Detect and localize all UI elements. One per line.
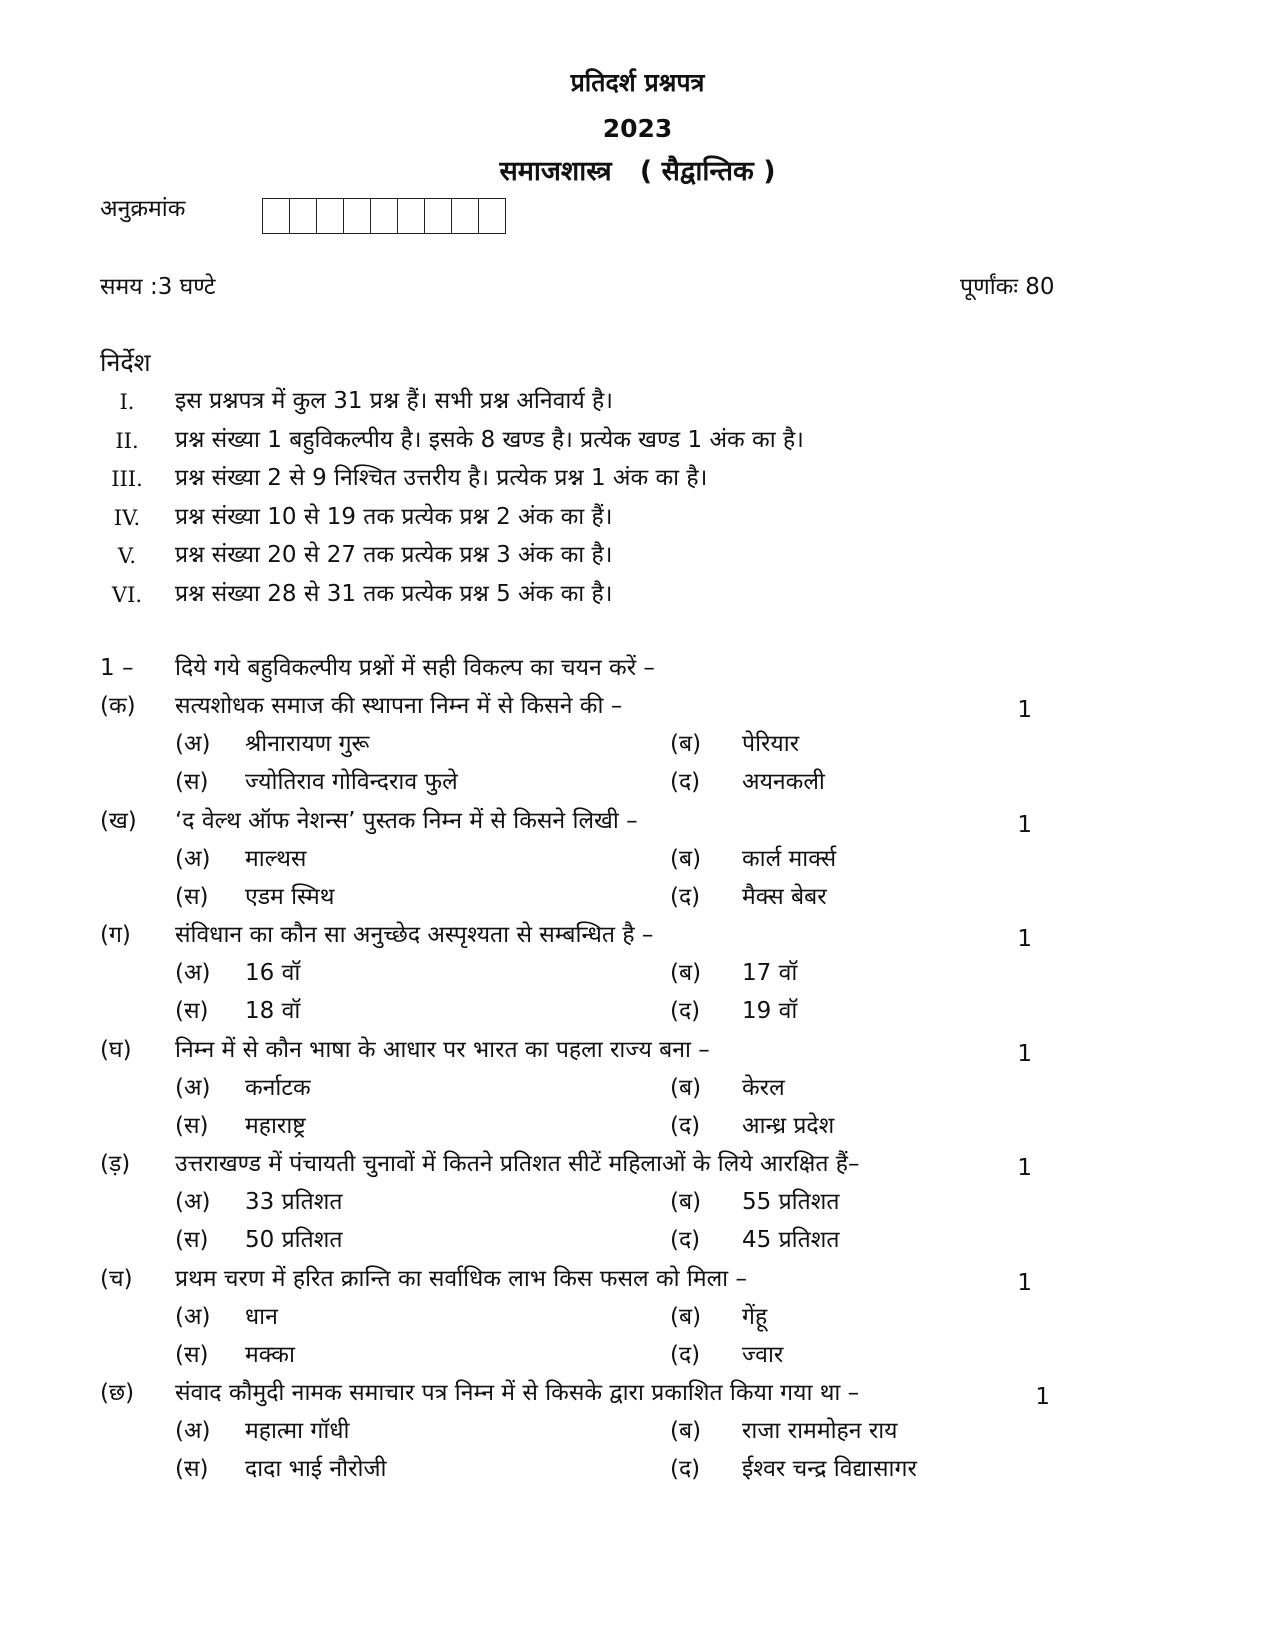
instruction-text: प्रश्न संख्या 2 से 9 निश्चित उत्तरीय है। प्रत्येक प्रश्न 1 अंक का है। [175, 465, 708, 491]
part-marks: 1 [1017, 811, 1032, 838]
option-text: अयनकली [742, 769, 825, 795]
option-text: 18 वॉ [245, 998, 301, 1024]
part-label: (घ) [100, 1036, 132, 1063]
option-label: (द) [670, 1227, 701, 1253]
option-label: (अ) [175, 1189, 211, 1215]
subject-type: ( सैद्वान्तिक ) [639, 156, 776, 187]
instruction-number: IV. [113, 505, 141, 530]
option-text: दादा भाई नौरोजी [245, 1456, 387, 1482]
paper-title: प्रतिदर्श प्रश्नपत्र [570, 68, 705, 97]
option-label: (ब) [670, 1074, 702, 1101]
option-label: (अ) [175, 731, 211, 757]
option-label: (द) [670, 1341, 701, 1368]
option-text: ईश्वर चन्द्र विद्यासागर [742, 1456, 917, 1482]
instruction-text: प्रश्न संख्या 20 से 27 तक प्रत्येक प्रश्न 3 अंक का है। [175, 542, 613, 568]
part-label: (छ) [100, 1380, 135, 1406]
part-marks: 1 [1017, 1155, 1032, 1181]
roll-number-label: अनुक्रमांक [100, 196, 186, 222]
part-label: (च) [100, 1265, 133, 1292]
option-text: महाराष्ट्र [245, 1112, 306, 1139]
option-text: 16 वॉ [245, 960, 301, 986]
part-question-text: उत्तराखण्ड में पंचायती चुनावों में कितने प्रतिशत सीटें महिलाओं के लिये आरक्षित हैं– [175, 1151, 860, 1177]
option-label: (स) [175, 1456, 209, 1482]
option-label: (अ) [175, 1418, 211, 1444]
time-label: समय :3 घण्टे [100, 274, 216, 300]
option-text: आन्ध्र प्रदेश [742, 1112, 835, 1139]
question-number: 1 – [100, 655, 134, 681]
option-label: (ब) [670, 731, 702, 757]
option-label: (द) [670, 769, 701, 795]
instruction-text: प्रश्न संख्या 10 से 19 तक प्रत्येक प्रश्न 2 अंक का हैं। [175, 503, 613, 530]
part-label: (क) [100, 693, 136, 719]
option-label: (ब) [670, 1418, 702, 1444]
part-label: (ग) [100, 922, 131, 948]
subject-heading [0, 158, 1275, 185]
part-marks: 1 [1035, 1384, 1050, 1410]
option-label: (अ) [175, 960, 211, 986]
option-label: (द) [670, 998, 701, 1024]
option-label: (ब) [670, 845, 702, 872]
option-text: कार्ल मार्क्स [742, 845, 837, 872]
instruction-number: I. [119, 390, 135, 414]
option-text: श्रीनारायण गुरू [245, 731, 370, 757]
part-question-text: ‘द वेल्थ ऑफ नेशन्स’ पुस्तक निम्न में से किसने लिखी – [175, 807, 638, 834]
option-text: राजा राममोहन राय [742, 1418, 898, 1444]
option-label: (ब) [670, 960, 702, 986]
option-text: मक्का [245, 1341, 295, 1368]
option-label: (स) [175, 1341, 209, 1368]
option-text: 19 वॉ [742, 998, 798, 1024]
instruction-number: II. [115, 428, 139, 453]
instruction-text: प्रश्न संख्या 1 बहुविकल्पीय है। इसके 8 खण्ड है। प्रत्येक खण्ड 1 अंक का है। [175, 426, 804, 453]
option-text: केरल [742, 1074, 785, 1101]
roll-number-box[interactable] [479, 199, 505, 233]
part-marks: 1 [1017, 1040, 1032, 1067]
part-question-text: सत्यशोधक समाज की स्थापना निम्न में से किसने की – [175, 693, 623, 719]
max-marks-label: पूर्णांकः 80 [960, 274, 1055, 300]
roll-number-box[interactable] [263, 199, 290, 233]
roll-number-box[interactable] [371, 199, 398, 233]
option-label: (द) [670, 883, 701, 910]
subject-name: समाजशास्त्र [499, 156, 612, 187]
option-label: (द) [670, 1456, 701, 1482]
paper-year: 2023 [602, 114, 673, 143]
part-question-text: प्रथम चरण में हरित क्रान्ति का सर्वाधिक लाभ किस फसल को मिला – [175, 1265, 747, 1292]
part-marks: 1 [1017, 1269, 1032, 1296]
option-label: (स) [175, 998, 209, 1024]
option-label: (ब) [670, 1189, 702, 1215]
option-label: (अ) [175, 1303, 211, 1330]
option-text: 55 प्रतिशत [742, 1189, 840, 1215]
option-text: 33 प्रतिशत [245, 1189, 343, 1215]
instruction-text: प्रश्न संख्या 28 से 31 तक प्रत्येक प्रश्न 5 अंक का है। [175, 580, 613, 607]
option-text: 50 प्रतिशत [245, 1227, 343, 1253]
part-label: (ड़) [100, 1151, 131, 1177]
roll-number-box[interactable] [344, 199, 371, 233]
option-label: (अ) [175, 845, 211, 872]
roll-number-box[interactable] [425, 199, 452, 233]
option-text: ज्वार [742, 1341, 784, 1368]
option-label: (स) [175, 769, 209, 795]
option-label: (द) [670, 1112, 701, 1139]
option-text: 17 वॉ [742, 960, 798, 986]
option-label: (स) [175, 883, 209, 910]
roll-number-box[interactable] [398, 199, 425, 233]
option-text: ज्योतिराव गोविन्दराव फुले [245, 769, 458, 795]
instructions-heading: निर्देश [100, 348, 151, 377]
roll-number-box[interactable] [290, 199, 317, 233]
option-text: 45 प्रतिशत [742, 1227, 840, 1253]
instruction-number: V. [117, 544, 137, 568]
option-label: (स) [175, 1112, 209, 1139]
part-label: (ख) [100, 807, 137, 834]
option-text: एडम स्मिथ [245, 883, 335, 910]
option-label: (अ) [175, 1074, 211, 1101]
option-label: (ब) [670, 1303, 702, 1330]
option-text: माल्थस [245, 845, 307, 872]
part-question-text: निम्न में से कौन भाषा के आधार पर भारत का पहला राज्य बना – [175, 1036, 710, 1063]
option-text: धान [245, 1303, 278, 1330]
instruction-number: III. [111, 467, 143, 491]
part-question-text: संविधान का कौन सा अनुच्छेद अस्पृश्यता से सम्बन्धित है – [175, 922, 654, 948]
option-text: कर्नाटक [245, 1074, 311, 1101]
option-text: गेंहू [742, 1303, 768, 1330]
option-label: (स) [175, 1227, 209, 1253]
roll-number-box[interactable] [452, 199, 479, 233]
option-text: मैक्स बेबर [742, 883, 827, 910]
option-text: पेरियार [742, 731, 800, 757]
instruction-number: VI. [111, 582, 143, 607]
option-text: महात्मा गॉधी [245, 1418, 350, 1444]
part-marks: 1 [1017, 926, 1032, 952]
roll-number-boxes[interactable] [262, 198, 506, 234]
part-marks: 1 [1017, 697, 1032, 723]
roll-number-box[interactable] [317, 199, 344, 233]
instruction-text: इस प्रश्नपत्र में कुल 31 प्रश्न हैं। सभी प्रश्न अनिवार्य है। [175, 388, 613, 414]
part-question-text: संवाद कौमुदी नामक समाचार पत्र निम्न में से किसके द्वारा प्रकाशित किया गया था – [175, 1380, 860, 1406]
question-text: दिये गये बहुविकल्पीय प्रश्नों में सही विकल्प का चयन करें – [175, 655, 655, 681]
